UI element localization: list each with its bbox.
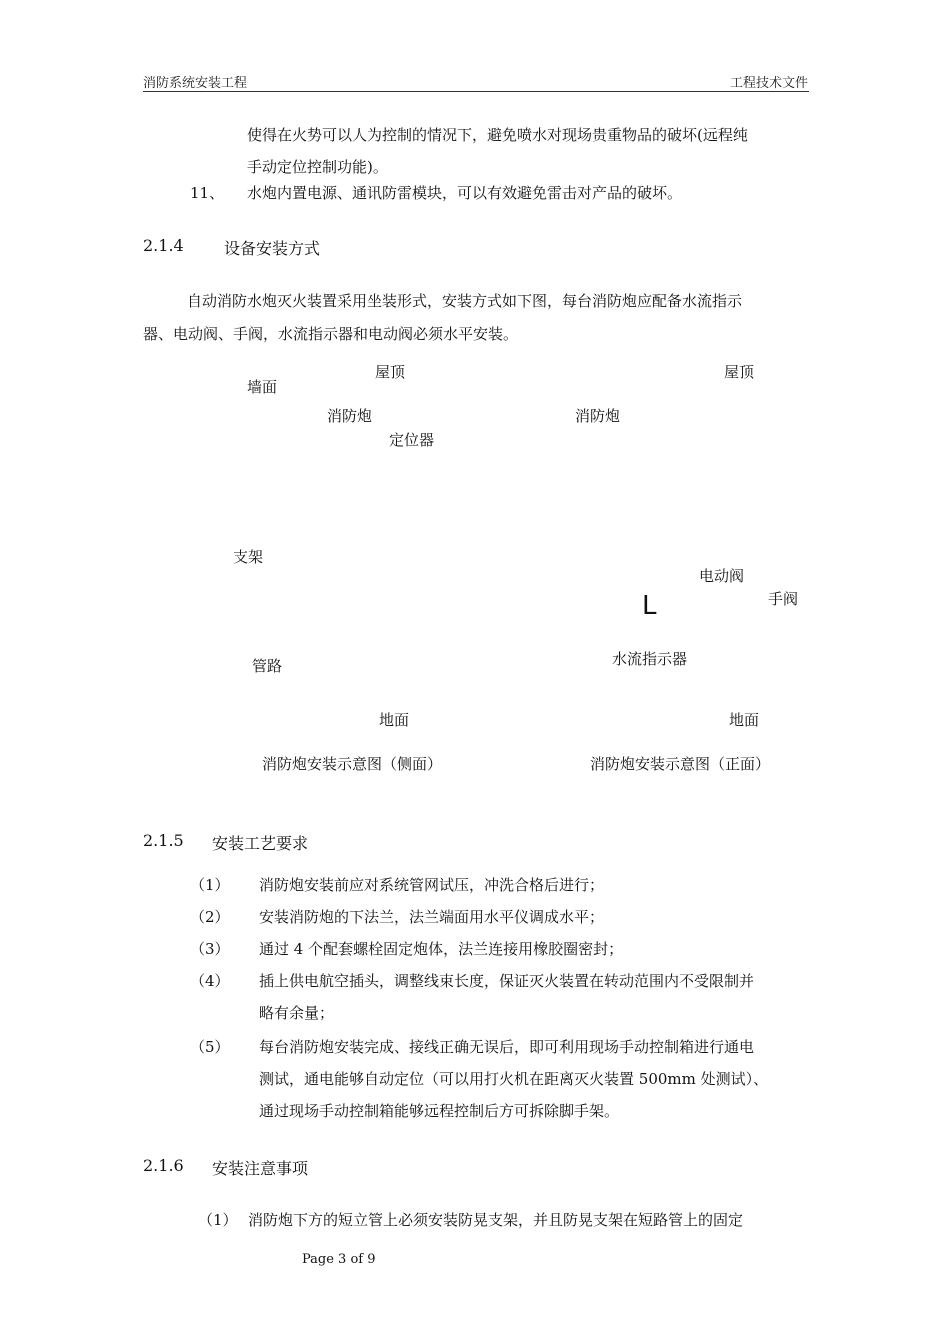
- side-roof-label: 屋顶: [375, 363, 406, 381]
- list-item-text: 通过现场手动控制箱能够远程控制后方可拆除脚手架。: [259, 1102, 620, 1120]
- front-ground-label: 地面: [729, 711, 760, 729]
- list-item-number: （1）: [190, 876, 230, 894]
- front-flow-indicator-label: 水流指示器: [612, 650, 688, 668]
- list-item-text: 每台消防炮安装完成、接线正确无误后，即可利用现场手动控制箱进行通电: [259, 1038, 755, 1056]
- list-item-text: 通过 4 个配套螺栓固定炮体，法兰连接用橡胶圈密封；: [259, 940, 624, 958]
- section-2-1-6-item-1-number: （1）: [198, 1211, 238, 1229]
- list-item-number: （5）: [190, 1038, 230, 1056]
- list-item-text: 消防炮安装前应对系统管网试压，冲洗合格后进行；: [259, 876, 605, 894]
- list-item-text: 测试，通电能够自动定位（可以用打火机在距离灭火装置 500mm 处测试）、: [259, 1070, 769, 1088]
- front-electric-valve-label: 电动阀: [699, 567, 745, 585]
- section-2-1-4-para-line-1: 自动消防水炮灭火装置采用坐装形式，安装方式如下图，每台消防炮应配备水流指示: [187, 292, 743, 310]
- item-11-text: 水炮内置电源、通讯防雷模块，可以有效避免雷击对产品的破坏。: [247, 184, 683, 202]
- list-item-number: （4）: [190, 972, 230, 990]
- section-2-1-6-item-1-text: 消防炮下方的短立管上必须安装防晃支架，并且防晃支架在短路管上的固定: [248, 1211, 744, 1229]
- front-caption: 消防炮安装示意图（正面）: [590, 755, 771, 773]
- section-2-1-4-number: 2.1.4: [143, 236, 184, 255]
- section-2-1-6-title: 安装注意事项: [212, 1159, 309, 1178]
- header-divider: [143, 91, 809, 92]
- list-item-text: 略有余量；: [259, 1004, 335, 1022]
- side-bracket-label: 支架: [233, 548, 264, 566]
- side-pipe-label: 管路: [252, 657, 283, 675]
- side-wall-label: 墙面: [247, 378, 278, 396]
- page-footer: Page 3 of 9: [302, 1252, 376, 1267]
- front-roof-label: 屋顶: [724, 363, 755, 381]
- side-positioner-label: 定位器: [389, 431, 435, 449]
- section-2-1-5-number: 2.1.5: [143, 831, 184, 850]
- front-symbol-L: L: [642, 591, 657, 621]
- header-left: 消防系统安装工程: [143, 76, 248, 91]
- intro-line-2: 手动定位控制功能)。: [247, 158, 388, 176]
- intro-line-1: 使得在火势可以人为控制的情况下，避免喷水对现场贵重物品的破坏(远程纯: [247, 126, 748, 144]
- list-item-number: （3）: [190, 940, 230, 958]
- header-right: 工程技术文件: [729, 76, 808, 91]
- side-ground-label: 地面: [379, 711, 410, 729]
- front-cannon-label: 消防炮: [575, 407, 621, 425]
- section-2-1-4-title: 设备安装方式: [224, 239, 321, 258]
- side-cannon-label: 消防炮: [327, 407, 373, 425]
- list-item-text: 插上供电航空插头，调整线束长度，保证灭火装置在转动范围内不受限制并: [259, 972, 755, 990]
- list-item-number: （2）: [190, 908, 230, 926]
- section-2-1-4-para-line-2: 器、电动阀、手阀，水流指示器和电动阀必须水平安装。: [143, 325, 519, 343]
- side-caption: 消防炮安装示意图（侧面）: [262, 755, 443, 773]
- section-2-1-5-title: 安装工艺要求: [212, 834, 309, 853]
- list-item-text: 安装消防炮的下法兰，法兰端面用水平仪调成水平；: [259, 908, 605, 926]
- section-2-1-6-number: 2.1.6: [143, 1156, 184, 1175]
- item-11-number: 11、: [190, 184, 225, 202]
- front-manual-valve-label: 手阀: [768, 590, 799, 608]
